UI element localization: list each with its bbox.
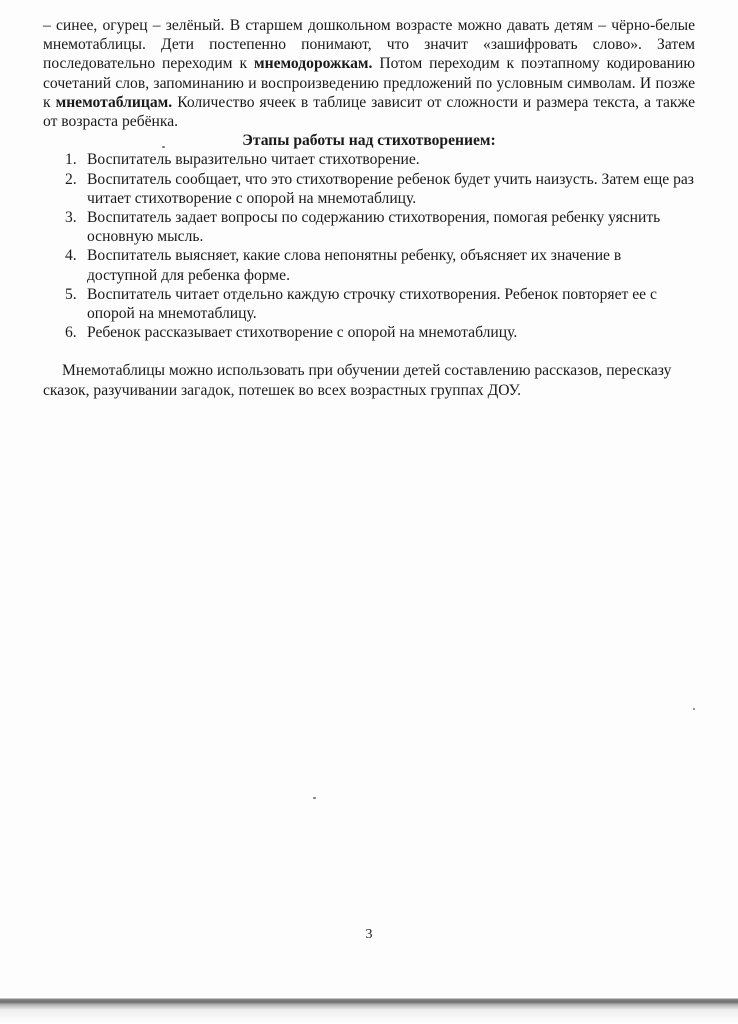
scan-edge-shadow bbox=[0, 996, 738, 1024]
list-item bbox=[43, 323, 695, 342]
list-item-number: 3. bbox=[65, 209, 77, 227]
list-item-text: Воспитатель задает вопросы по содержанию стихотворения, помогая ребенку уяснить основную мысль. bbox=[87, 209, 661, 246]
scan-speck bbox=[162, 146, 165, 148]
list-item-number: 4. bbox=[65, 247, 77, 265]
stages-heading: Этапы работы над стихотворением: bbox=[242, 132, 496, 150]
list-item-number: 1. bbox=[65, 151, 77, 169]
list-item-text: Воспитатель сообщает, что это стихотворение ребенок будет учить наизусть. Затем еще раз читает стихотворение с опорой на мнемотаблицу. bbox=[87, 170, 694, 207]
list-item bbox=[43, 285, 695, 323]
list-item bbox=[43, 170, 695, 208]
list-item-number: 5. bbox=[65, 285, 77, 303]
intro-text-c: Количество ячеек в таблице зависит от сложности и размера текста, а также от возраста ребёнка. bbox=[43, 93, 695, 131]
list-item-number: 6. bbox=[65, 324, 77, 342]
intro-text-a: – синее, огурец – зелёный. В старшем дошкольном возрасте можно давать детям – чёрно-белые мнемотаблицы. Дети постепенно понимают, что значит «зашифровать слово». Затем последовательно переходим к bbox=[43, 17, 695, 73]
document-body bbox=[43, 16, 695, 400]
intro-bold-mnemo-tables: мнемотаблицам. bbox=[55, 93, 173, 111]
list-item-text: Воспитатель выразительно читает стихотворение. bbox=[87, 151, 420, 169]
scan-speck bbox=[693, 708, 695, 710]
list-item bbox=[43, 246, 695, 284]
list-item-number: 2. bbox=[65, 170, 77, 188]
page-number: 3 bbox=[365, 927, 373, 942]
list-item-text: Воспитатель выясняет, какие слова непонятны ребенку, объясняет их значение в доступной для ребенка форме. bbox=[87, 247, 622, 284]
list-item-text: Ребенок рассказывает стихотворение с опорой на мнемотаблицу. bbox=[87, 324, 518, 342]
intro-bold-mnemo-paths: мнемодорожкам. bbox=[253, 55, 373, 73]
scan-speck bbox=[313, 797, 316, 799]
list-item bbox=[43, 208, 695, 246]
closing-paragraph: Мнемотаблицы можно использовать при обучении детей составлению рассказов, пересказу сказок, разучивании загадок, потешек во всех возрастных группах ДОУ. bbox=[43, 362, 672, 399]
list-item bbox=[43, 150, 695, 169]
intro-text-b: Потом переходим к поэтапному кодированию сочетаний слов, запоминанию и воспроизведению предложений по условным символам. И позже к bbox=[43, 55, 695, 111]
stages-list bbox=[43, 150, 695, 342]
list-item-text: Воспитатель читает отдельно каждую строчку стихотворения. Ребенок повторяет ее с опорой на мнемотаблицу. bbox=[87, 285, 657, 323]
intro-paragraph bbox=[43, 16, 695, 131]
